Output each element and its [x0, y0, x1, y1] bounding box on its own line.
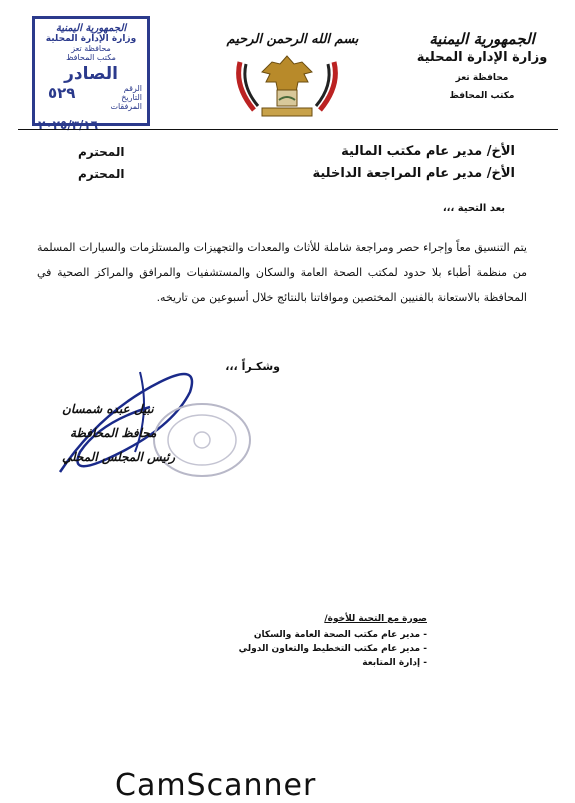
- recipient-2-honorific: المحترم: [78, 167, 125, 181]
- stamp-ref-number: ٥٢٩: [48, 84, 76, 102]
- official-seal: [150, 400, 255, 480]
- stamp-governorate: محافظة تعز: [71, 44, 111, 53]
- copies-title: صورة مع التحية للأخوة/: [324, 614, 427, 624]
- stamp-ministry: وزارة الإدارة المحلية: [45, 34, 137, 44]
- letterhead: [407, 30, 557, 101]
- copy-item: - إدارة المتابعة: [362, 658, 427, 668]
- signatory-name: نبيل عبده شمسان: [62, 402, 154, 416]
- stamp-date-label: التاريخ: [121, 93, 142, 102]
- header-divider: [18, 129, 558, 130]
- incoming-stamp: [32, 16, 150, 126]
- republic-name: الجمهورية اليمنية: [429, 30, 535, 48]
- governorate-name: محافظة تعز: [455, 73, 509, 83]
- basmala: بسم الله الرحمن الرحيم: [226, 32, 359, 47]
- yemen-eagle-emblem-icon: [232, 52, 342, 120]
- signatory-council: رئيس المجلس المحلي: [62, 450, 176, 464]
- stamp-date: ٢٠٢٥/٣/١٦: [38, 118, 99, 132]
- stamp-ref-label: الرقم: [123, 84, 142, 93]
- recipient-1: الأخ/ مدير عام مكتب المالية: [341, 144, 515, 159]
- signatory-title: محافظ المحافظة: [70, 426, 157, 440]
- copy-item: - مدير عام مكتب الصحة العامة والسكان: [253, 630, 427, 640]
- stamp-office: مكتب المحافظ: [66, 53, 116, 62]
- copies-list: [167, 612, 427, 670]
- thanks: وشكـراً ،،،: [225, 360, 280, 373]
- office-name: مكتب المحافظ: [449, 91, 515, 101]
- stamp-label: الصادر: [64, 64, 118, 84]
- scanner-watermark: CamScanner: [115, 768, 317, 803]
- recipient-1-honorific: المحترم: [78, 145, 125, 159]
- copy-item: - مدير عام مكتب التخطيط والتعاون الدولي: [238, 644, 427, 654]
- ministry-name: وزارة الإدارة المحلية: [416, 50, 548, 65]
- stamp-attachments-label: المرفقات: [110, 102, 142, 111]
- stamp-republic: الجمهورية اليمنية: [55, 23, 127, 34]
- recipient-2: الأخ/ مدير عام المراجعة الداخلية: [312, 166, 515, 181]
- letter-body: يتم التنسيق معاً وإجراء حصر ومراجعة شاملة للأثاث والمعدات والتجهيزات والمستلزمات والسيارات المسلمة من منظمة أطباء بلا حدود لمكتب الصحة العامة والسكان والمستشفيات والمرافق والمراكز الصحية في المحافظة بالاستعانة بالفنيين المختصين وموافاتنا بالنتائج خلال أسبوعين من تاريخه.: [37, 241, 527, 304]
- greeting: بعد التحية ،،،: [442, 203, 505, 214]
